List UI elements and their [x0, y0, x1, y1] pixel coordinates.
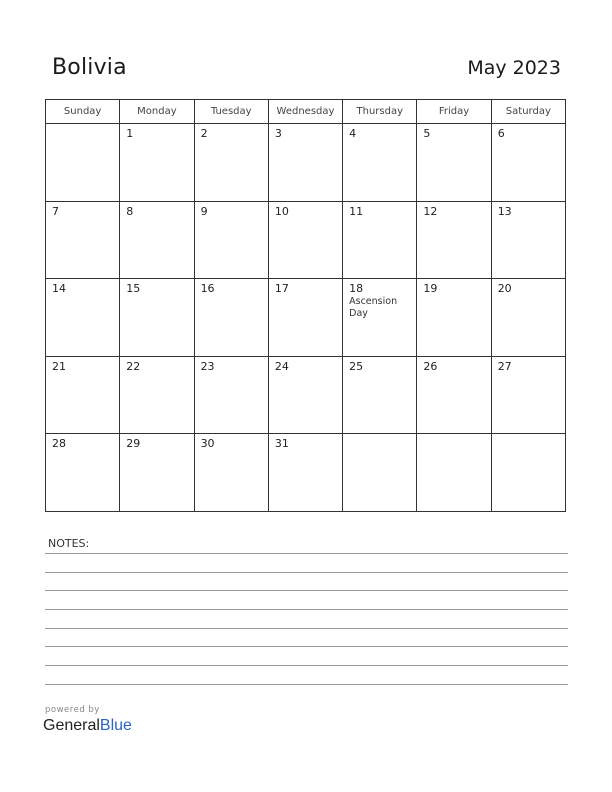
day-number: 13: [497, 204, 512, 218]
calendar-day-cell: [268, 124, 342, 202]
calendar-day-cell: [46, 201, 120, 279]
day-number: 20: [497, 282, 512, 296]
day-cell-content: [492, 202, 565, 218]
calendar-day-cell: [194, 356, 268, 434]
day-number: 26: [423, 359, 438, 373]
day-cell-content: [492, 434, 565, 437]
day-number: 1: [126, 127, 134, 140]
day-number: 5: [423, 127, 431, 140]
day-number: 8: [126, 204, 134, 218]
calendar-day-cell: [268, 356, 342, 434]
day-cell-content: [343, 357, 416, 373]
day-cell-content: [46, 434, 119, 450]
day-number: 14: [52, 282, 66, 296]
note-line: [45, 646, 568, 647]
day-cell-content: [46, 279, 119, 295]
day-number: 15: [126, 282, 141, 296]
note-line: [45, 684, 568, 685]
weekday-header-row: [46, 100, 566, 124]
calendar-day-cell: [46, 434, 120, 512]
day-cell-content: [195, 434, 268, 450]
day-cell-content: [343, 434, 416, 437]
calendar-day-cell: [120, 279, 194, 357]
calendar-empty-cell: [343, 434, 417, 512]
day-cell-content: [417, 434, 490, 437]
day-cell-content: [269, 357, 342, 373]
calendar-day-cell: [120, 434, 194, 512]
weekday-header-friday: Friday: [417, 100, 491, 124]
note-line: [45, 590, 568, 591]
day-number: 24: [274, 359, 289, 373]
note-line: [45, 628, 568, 629]
generalblue-logo[interactable]: [43, 717, 132, 735]
day-number: 18: [349, 282, 364, 296]
day-number: 7: [52, 204, 59, 218]
calendar-day-cell: [417, 356, 491, 434]
day-number: 19: [423, 282, 438, 296]
day-cell-content: [120, 124, 193, 140]
calendar-week-row: [46, 356, 566, 434]
day-number: 4: [349, 127, 357, 140]
day-number: 12: [423, 204, 438, 218]
calendar-day-cell: [194, 201, 268, 279]
calendar-day-cell: [268, 279, 342, 357]
day-cell-content: [343, 202, 416, 218]
notes-label: NOTES:: [48, 537, 90, 550]
day-cell-content: [195, 202, 268, 218]
calendar-day-cell: [194, 434, 268, 512]
day-cell-content: [417, 279, 490, 295]
calendar-day-cell: [120, 356, 194, 434]
note-line: [45, 553, 568, 554]
day-number: 10: [274, 204, 289, 218]
day-cell-content: [492, 357, 565, 373]
note-line: [45, 609, 568, 610]
day-number: 17: [274, 282, 289, 296]
note-line: [45, 572, 568, 573]
day-cell-content: [195, 279, 268, 295]
weekday-header-wednesday: Wednesday: [268, 100, 342, 124]
weekday-header-monday: Monday: [120, 100, 194, 124]
calendar-week-row: [46, 201, 566, 279]
calendar-day-cell: [491, 124, 565, 202]
day-cell-content: [195, 124, 268, 140]
day-cell-content: [492, 124, 565, 140]
day-number: 21: [52, 359, 66, 373]
day-cell-content: [492, 279, 565, 295]
day-number: 28: [52, 437, 66, 451]
calendar-day-cell: [491, 201, 565, 279]
day-cell-content: [417, 357, 490, 373]
day-cell-content: [417, 202, 490, 218]
calendar-day-cell: [194, 279, 268, 357]
calendar-day-cell: [343, 279, 417, 357]
note-line: [45, 665, 568, 666]
calendar-day-cell: [417, 279, 491, 357]
calendar-month-title: May 2023: [467, 57, 561, 79]
day-number: 25: [349, 359, 364, 373]
day-number: 30: [200, 437, 215, 451]
powered-by-text: powered by: [45, 705, 100, 715]
calendar-day-cell: [491, 279, 565, 357]
calendar-day-cell: [120, 201, 194, 279]
brand-blue-text: Blue: [99, 717, 132, 734]
calendar-day-cell: [46, 356, 120, 434]
day-cell-content: [46, 357, 119, 373]
day-cell-content: [195, 357, 268, 373]
day-number: 29: [126, 437, 141, 451]
calendar-day-cell: [194, 124, 268, 202]
calendar-day-cell: [343, 201, 417, 279]
day-cell-content: [343, 124, 416, 140]
day-cell-content: [120, 357, 193, 373]
day-cell-content: [343, 279, 416, 320]
day-number: 27: [497, 359, 512, 373]
day-number: 31: [274, 437, 289, 451]
day-cell-content: [269, 202, 342, 218]
day-cell-content: [120, 202, 193, 218]
day-cell-content: [269, 434, 342, 450]
calendar-day-cell: [491, 356, 565, 434]
day-number: 22: [126, 359, 141, 373]
calendar-day-cell: [268, 434, 342, 512]
day-cell-content: [269, 124, 342, 140]
day-number: 16: [200, 282, 215, 296]
day-number: 3: [274, 127, 282, 140]
calendar-day-cell: [343, 124, 417, 202]
weekday-header-saturday: Saturday: [491, 100, 565, 124]
calendar-day-cell: [343, 356, 417, 434]
brand-general-text: General: [43, 717, 100, 734]
day-number: 6: [497, 127, 505, 140]
calendar-empty-cell: [491, 434, 565, 512]
weekday-header-thursday: Thursday: [343, 100, 417, 124]
day-number: 23: [200, 359, 215, 373]
calendar-week-row: [46, 279, 566, 357]
day-cell-content: [46, 124, 119, 127]
holiday-event-label: Ascension Day: [349, 296, 398, 320]
calendar-week-row: [46, 124, 566, 202]
day-number: 9: [200, 204, 208, 218]
calendar-day-cell: [417, 124, 491, 202]
weekday-header-tuesday: Tuesday: [194, 100, 268, 124]
calendar-week-row: [46, 434, 566, 512]
calendar-body: [46, 124, 566, 512]
calendar-country-title: Bolivia: [52, 55, 127, 80]
day-number: 2: [200, 127, 208, 140]
calendar-day-cell: [46, 279, 120, 357]
month-calendar-grid: [45, 99, 566, 512]
day-cell-content: [120, 434, 193, 450]
calendar-day-cell: [417, 201, 491, 279]
day-cell-content: [120, 279, 193, 295]
day-cell-content: [417, 124, 490, 140]
calendar-day-cell: [268, 201, 342, 279]
day-cell-content: [46, 202, 119, 218]
day-cell-content: [269, 279, 342, 295]
calendar-day-cell: [120, 124, 194, 202]
weekday-header-sunday: Sunday: [46, 100, 120, 124]
calendar-empty-cell: [46, 124, 120, 202]
calendar-empty-cell: [417, 434, 491, 512]
day-number: 11: [349, 204, 364, 218]
